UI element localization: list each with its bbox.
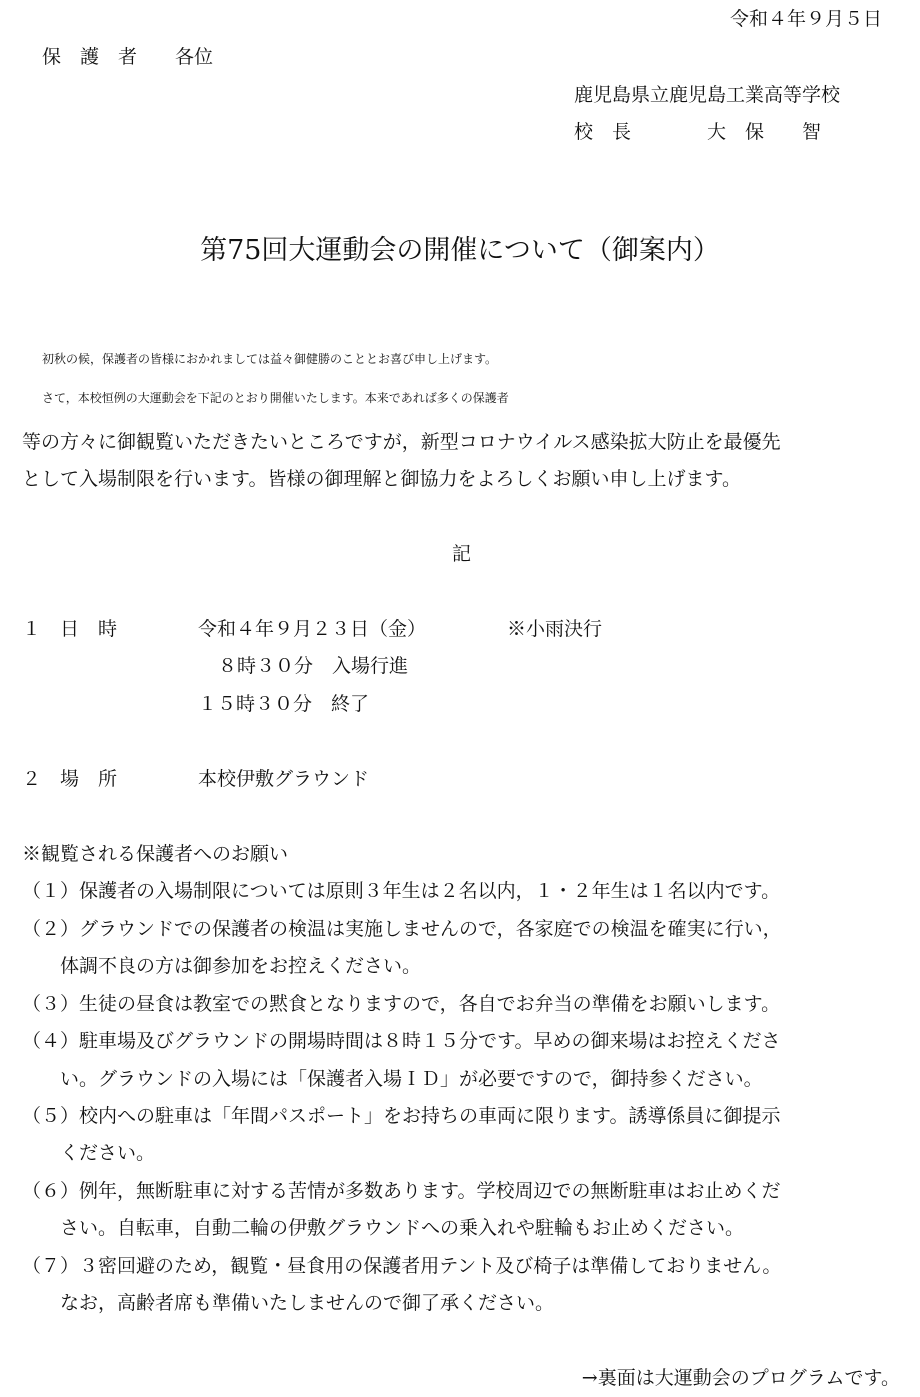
time-start: ８時３０分 入場行進 (218, 655, 409, 677)
request-line: （１）保護者の入場制限については原則３年生は２名以内，１・２年生は１名以内です。 (22, 880, 781, 902)
footer-note: →裏面は大運動会のプログラムです。 (581, 1367, 900, 1389)
ki-heading: 記 (452, 543, 472, 565)
request-line: （２）グラウンドでの保護者の検温は実施しませんので，各家庭での検温を確実に行い， (22, 918, 782, 940)
request-line: （７）３密回避のため，観覧・昼食用の保護者用テント及び椅子は準備しておりません。 (22, 1255, 782, 1277)
request-line: ください。 (22, 1142, 156, 1164)
request-line: 体調不良の方は御参加をお控えください。 (22, 955, 422, 977)
greeting-line: として入場制限を行います。皆様の御理解と御協力をよろしくお願い申し上げます。 (22, 468, 741, 490)
requests-heading: ※観覧される保護者へのお願い (22, 843, 289, 865)
recipient: 保 護 者 各位 (42, 46, 214, 68)
school-name: 鹿児島県立鹿児島工業高等学校 (574, 84, 841, 106)
greeting-line: さて，本校恒例の大運動会を下記のとおり開催いたします。本来であれば多くの保護者 (42, 391, 509, 405)
greeting-line: 初秋の候，保護者の皆様におかれましては益々御健勝のこととお喜び申し上げます。 (42, 352, 498, 366)
request-line: （５）校内への駐車は「年間パスポート」をお持ちの車両に限ります。誘導係員に御提示 (22, 1105, 781, 1127)
request-line: さい。自転車，自動二輪の伊敷グラウンドへの乗入れや駐輪もお止めください。 (22, 1217, 745, 1239)
request-line: （６）例年，無断駐車に対する苦情が多数あります。学校周辺での無断駐車はお止めくだ (22, 1180, 781, 1202)
principal-name: 校 長 大 保 智 (574, 121, 822, 143)
request-line: （４）駐車場及びグラウンドの開場時間は８時１５分です。早めの御来場はお控えくださ (22, 1030, 781, 1052)
time-end: １５時３０分 終了 (198, 693, 370, 715)
place-value: 本校伊敷グラウンド (198, 768, 370, 790)
place-label: ２ 場 所 (22, 768, 118, 790)
request-line: なお，高齢者席も準備いたしませんので御了承ください。 (22, 1292, 555, 1314)
document-date: 令和４年９月５日 (729, 8, 882, 30)
greeting-line: 等の方々に御観覧いただきたいところですが，新型コロナウイルス感染拡大防止を最優先 (22, 431, 781, 453)
document-title: 第75回大運動会の開催について（御案内） (200, 235, 720, 266)
date-label: １ 日 時 (22, 618, 118, 640)
date-value: 令和４年９月２３日（金） (198, 618, 427, 640)
request-line: （３）生徒の昼食は教室での黙食となりますので，各自でお弁当の準備をお願いします。 (22, 993, 781, 1015)
request-line: い。グラウンドの入場には「保護者入場ＩＤ」が必要ですので，御持参ください。 (22, 1068, 763, 1090)
date-note: ※小雨決行 (507, 618, 603, 640)
